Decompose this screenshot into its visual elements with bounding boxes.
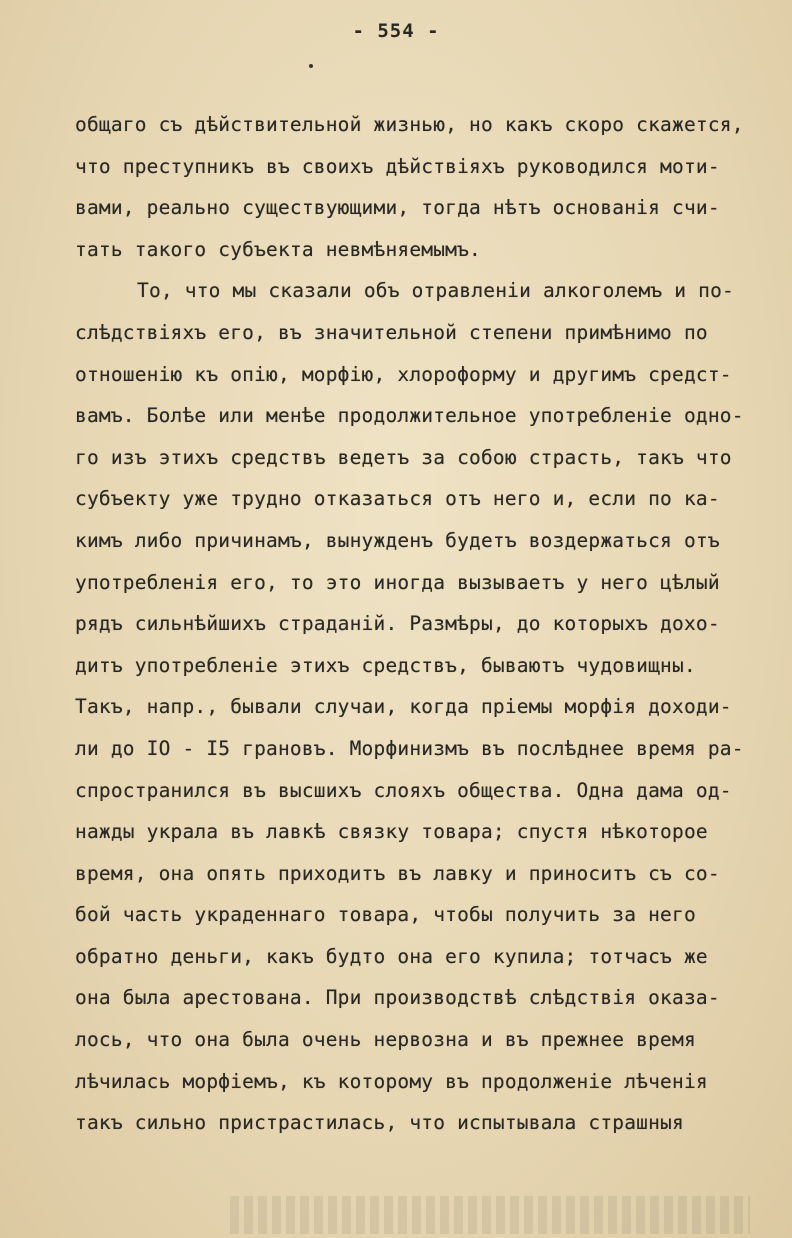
text-line: вамъ. Болѣе или менѣе продолжительное употребленiе одно-: [75, 404, 744, 428]
text-line: общаго съ дѣйствительной жизнью, но какъ скоро скажется,: [75, 113, 744, 136]
text-line: слѣдствiяхъ его, въ значительной степени примѣнимо по: [75, 320, 708, 344]
ink-spot: [309, 64, 313, 68]
text-line: Такъ, напр., бывали случаи, когда прiемы морфiя доходи-: [75, 695, 732, 719]
text-line: го изъ этихъ средствъ ведетъ за собою страсть, такъ что: [75, 445, 732, 469]
text-line: бой часть украденнаго товара, чтобы получить за него: [75, 903, 696, 927]
text-body: [75, 104, 775, 1144]
text-line: отношенiю къ опiю, морфiю, хлороформу и другимъ средст-: [75, 362, 732, 386]
text-line: дитъ употребленiе этихъ средствъ, бываютъ чудовищны.: [75, 653, 696, 677]
text-line: лось, что она была очень нервозна и въ прежнее время: [75, 1028, 696, 1052]
show-through-text: [230, 1196, 750, 1234]
text-line: тать такого субъекта невмѣняемымъ.: [75, 237, 481, 261]
text-line: ли до IO - I5 грановъ. Морфинизмъ въ послѣднее время ра-: [75, 736, 744, 760]
paragraph-start-line: То, что мы сказали объ отравленiи алкоголемъ и по-: [137, 279, 734, 303]
text-line: время, она опять приходитъ въ лавку и приноситъ съ со-: [75, 861, 720, 885]
text-line: рядъ сильнѣйшихъ страданiй. Размѣры, до которыхъ дохо-: [75, 612, 720, 636]
text-line: обратно деньги, какъ будто она его купила; тотчасъ же: [75, 944, 708, 968]
text-line: употребленiя его, то это иногда вызываетъ у него цѣлый: [75, 570, 720, 594]
text-line: вами, реально существующими, тогда нѣтъ основанiя счи-: [75, 196, 720, 220]
text-line: субъекту уже трудно отказаться отъ него и, если по ка-: [75, 487, 720, 511]
text-line: спространился въ высшихъ слояхъ общества. Одна дама од-: [75, 778, 732, 802]
text-line: что преступникъ въ своихъ дѣйствiяхъ руководился моти-: [75, 154, 720, 178]
text-line: кимъ либо причинамъ, вынужденъ будетъ воздержаться отъ: [75, 528, 720, 552]
text-line: нажды украла въ лавкѣ связку товара; спустя нѣкоторое: [75, 820, 708, 844]
text-line: такъ сильно пристрастилась, что испытывала страшныя: [75, 1111, 684, 1135]
page-number: - 554 -: [352, 20, 440, 42]
text-line: она была арестована. При производствѣ слѣдствiя оказа-: [75, 986, 720, 1010]
text-line: лѣчилась морфiемъ, къ которому въ продолженiе лѣченiя: [75, 1069, 708, 1093]
